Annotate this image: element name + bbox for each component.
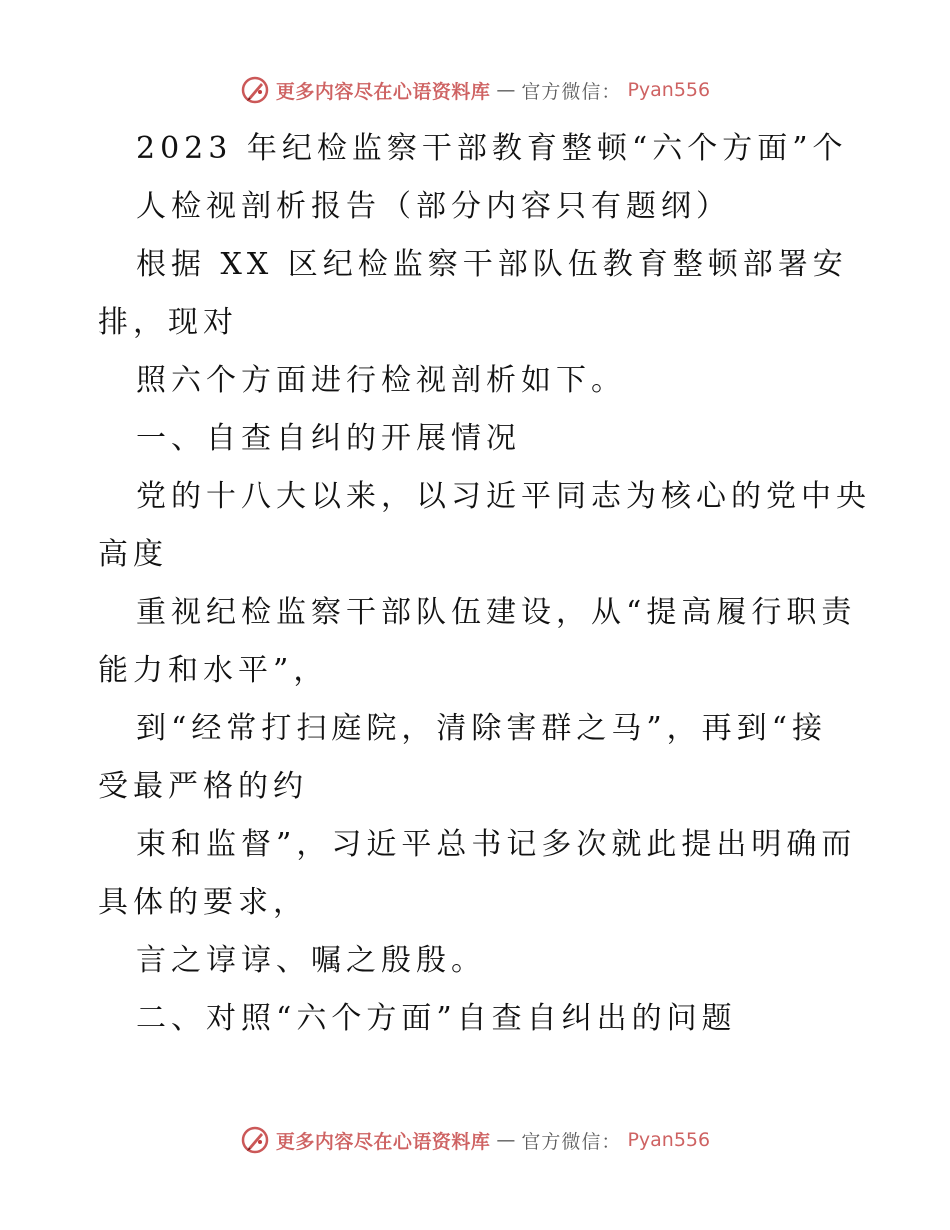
doc-line: 束和监督”，习近平总书记多次就此提出明确而: [136, 827, 857, 862]
doc-line: 排，现对: [98, 305, 238, 340]
quill-pen-logo-icon: [240, 1125, 270, 1155]
section-heading: 一、自查自纠的开展情况: [136, 421, 521, 456]
doc-line: 人检视剖析报告（部分内容只有题纲）: [136, 189, 731, 224]
watermark-wechat-label: 官方微信：: [521, 80, 622, 103]
doc-line: 具体的要求，: [98, 885, 308, 920]
section-heading: 二、对照“六个方面”自查自纠出的问题: [136, 1001, 737, 1036]
document-body: [98, 120, 871, 1048]
watermark-dash: —: [496, 79, 516, 101]
watermark-wechat-id: Pyan556: [627, 1129, 711, 1151]
header-watermark: [0, 70, 950, 110]
doc-line: 到“经常打扫庭院，清除害群之马”，再到“接: [136, 711, 828, 746]
doc-line: 根据 XX 区纪检监察干部队伍教育整顿部署安: [136, 247, 848, 282]
doc-line: 言之谆谆、嘱之殷殷。: [136, 943, 486, 978]
doc-line: 能力和水平”，: [98, 653, 329, 688]
doc-line: 照六个方面进行检视剖析如下。: [136, 363, 626, 398]
watermark-dash: —: [496, 1129, 516, 1151]
watermark-wechat-label: 官方微信：: [521, 1130, 622, 1153]
quill-pen-logo-icon: [240, 75, 270, 105]
doc-line: 高度: [98, 537, 168, 572]
watermark-wechat-id: Pyan556: [627, 79, 711, 101]
doc-line: 2023 年纪检监察干部教育整顿“六个方面”个: [136, 131, 848, 166]
doc-line: 受最严格的约: [98, 769, 308, 804]
watermark-text: 更多内容尽在心语资料库: [275, 1130, 491, 1153]
footer-watermark: [0, 1120, 950, 1160]
watermark-text: 更多内容尽在心语资料库: [275, 80, 491, 103]
doc-line: 重视纪检监察干部队伍建设，从“提高履行职责: [136, 595, 857, 630]
doc-line: 党的十八大以来，以习近平同志为核心的党中央: [136, 479, 871, 514]
